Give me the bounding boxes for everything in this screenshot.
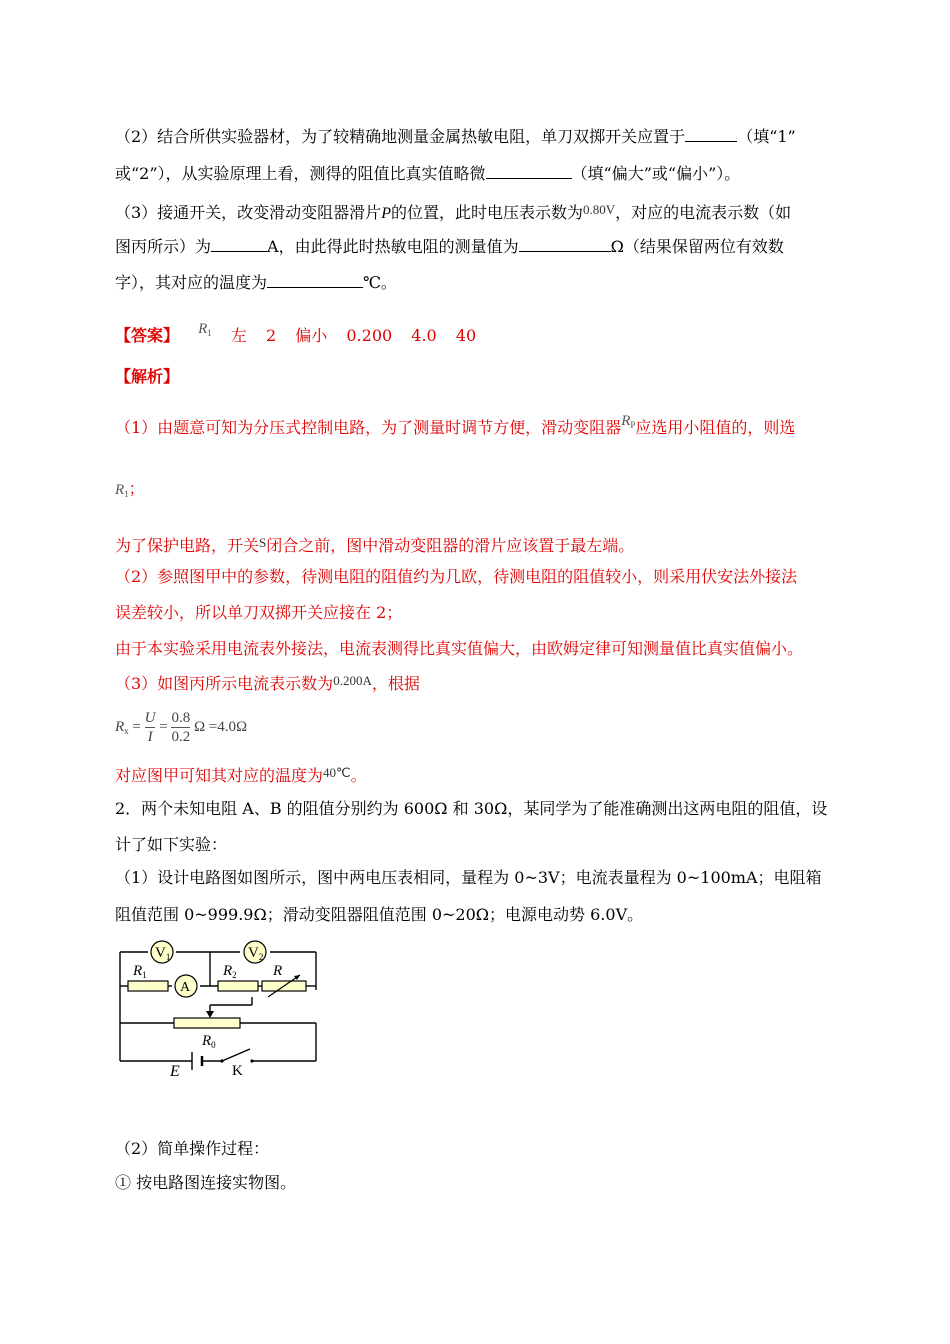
q3-text-d: 图丙所示）为 (115, 237, 212, 256)
analysis-text: 对应图甲可知其对应的温度为 (115, 766, 324, 785)
q-next-line-2: 计了如下实验： (115, 835, 228, 854)
analysis-line-8 (115, 762, 367, 787)
r1-symbol: $R_1$ (115, 482, 129, 499)
analysis-text: 。 (350, 766, 367, 785)
q3-text-a: （3）接通开关，改变滑动变阻器滑片 (115, 203, 382, 222)
answer-label: 【答案】 (115, 326, 180, 345)
q2-text-b: （填“1” (737, 127, 796, 146)
q3-text-e: A，由此得此时热敏电阻的测量值为 (267, 237, 519, 256)
analysis-line-6: 由于本实验采用电流表外接法，电流表测得比真实值偏大，由欧姆定律可知测量值比真实值偏小。 (115, 639, 804, 658)
ohm-equation: $R_x$ = $\frac{U}{I}$ = $\frac{0.8}{0.2}$ Ω =4.0Ω (115, 710, 248, 746)
e-label: E (170, 1063, 180, 1080)
analysis-text: 闭合之前，图中滑动变阻器的滑片应该置于最左端。 (266, 536, 635, 555)
answer-item: 2 (265, 326, 277, 345)
q3-line-3 (115, 272, 397, 294)
answer-line (115, 318, 476, 347)
answer-blank[interactable] (486, 164, 572, 179)
analysis-line-2 (115, 478, 145, 505)
circuit-diagram (110, 935, 340, 1080)
q2-text-d: （填“偏大”或“偏小”）。 (571, 164, 741, 183)
answer-item: 40 (455, 326, 477, 345)
v2-label: $V_2$ (248, 945, 264, 962)
q-next-line-4: 阻值范围 0~999.9Ω；滑动变阻器阻值范围 0~20Ω；电源电动势 6.0V。 (115, 905, 644, 924)
analysis-text: （1）由题意可知为分压式控制电路，为了测量时调节方便，滑动变阻器 (115, 418, 622, 437)
analysis-text: ，根据 (371, 674, 420, 693)
fraction-values: $\frac{0.8}{0.2}$ (171, 710, 191, 746)
answer-blank[interactable] (519, 237, 611, 252)
r0-label: $R_0$ (202, 1033, 216, 1050)
a-label: A (180, 980, 191, 995)
q3-p-symbol: P (381, 205, 391, 222)
q2-text-a: （2）结合所供实验器材，为了较精确地测量金属热敏电阻，单刀双掷开关应置于 (115, 127, 686, 146)
r2-label: $R_2$ (223, 963, 237, 980)
q-next-line-1: 2．两个未知电阻 A、B 的阻值分别约为 600Ω 和 30Ω，某同学为了能准确测出这两电阻的阻值，设 (115, 799, 828, 818)
rheostat-r0-icon (174, 1018, 240, 1028)
q3-text-b: 的位置，此时电压表示数为 (390, 203, 583, 222)
answer-item: 0.200 (346, 326, 393, 345)
analysis-label: 【解析】 (115, 367, 180, 386)
analysis-line-3 (115, 532, 634, 557)
analysis-line-1 (115, 410, 795, 439)
analysis-line-7 (115, 670, 420, 695)
current-value: 0.200A (333, 673, 372, 688)
v1-label: $V_1$ (155, 945, 171, 962)
q3-text-c: ，对应的电流表示数（如 (615, 203, 792, 222)
q2-line-1 (115, 126, 796, 148)
rx-symbol: $R_x$ (115, 719, 129, 736)
q-next-line-6: ① 按电路图连接实物图。 (115, 1173, 297, 1192)
slider-arrow-icon (206, 1011, 214, 1018)
analysis-text: （3）如图丙所示电流表示数为 (115, 674, 334, 693)
fraction-ui: $\frac{U}{I}$ (144, 710, 156, 746)
q3-voltage: 0.80V (582, 202, 616, 217)
answer-item: 偏小 (295, 326, 328, 345)
resistor-r1-icon (128, 981, 168, 991)
answer-item: 左 (230, 326, 247, 345)
analysis-line-4: （2）参照图甲中的参数，待测电阻的阻值约为几欧，待测电阻的阻值较小，则采用伏安法外接法 (115, 567, 798, 586)
analysis-text: ； (128, 479, 145, 498)
answer-blank[interactable] (267, 273, 363, 288)
q-next-line-3: （1）设计电路图如图所示，图中两电压表相同，量程为 0~3V；电流表量程为 0~100mA；电阻箱 (115, 868, 822, 887)
q-next-line-5: （2）简单操作过程： (115, 1139, 270, 1158)
temperature-value: 40℃ (323, 765, 351, 780)
answer-blank[interactable] (685, 127, 737, 142)
q3-text-h: ℃。 (363, 273, 397, 292)
q3-text-g: 字），其对应的温度为 (115, 273, 268, 292)
s-symbol: S (259, 535, 267, 550)
analysis-line-5: 误差较小，所以单刀双掷开关应接在 2； (115, 603, 403, 622)
q2-line-2 (115, 163, 740, 185)
switch-icon (220, 1059, 223, 1062)
r1-label: $R_1$ (133, 963, 147, 980)
answer-item: 4.0 (411, 326, 437, 345)
q2-text-c: 或“2”），从实验原理上看，测得的阻值比真实值略微 (115, 164, 486, 183)
answer-blank[interactable] (211, 237, 267, 252)
analysis-text: 应选用小阻值的，则选 (635, 418, 796, 437)
q3-line-2 (115, 236, 784, 258)
resistor-r2-icon (218, 981, 258, 991)
analysis-text: 为了保护电路，开关 (115, 536, 260, 555)
k-label: K (232, 1063, 243, 1079)
q3-text-f: Ω（结果保留两位有效数 (610, 237, 784, 256)
r-label: R (273, 963, 283, 979)
answer-r1: $R_1$ (198, 321, 212, 338)
rp-symbol: $R_P$ (621, 413, 636, 430)
q3-line-1 (115, 199, 791, 225)
